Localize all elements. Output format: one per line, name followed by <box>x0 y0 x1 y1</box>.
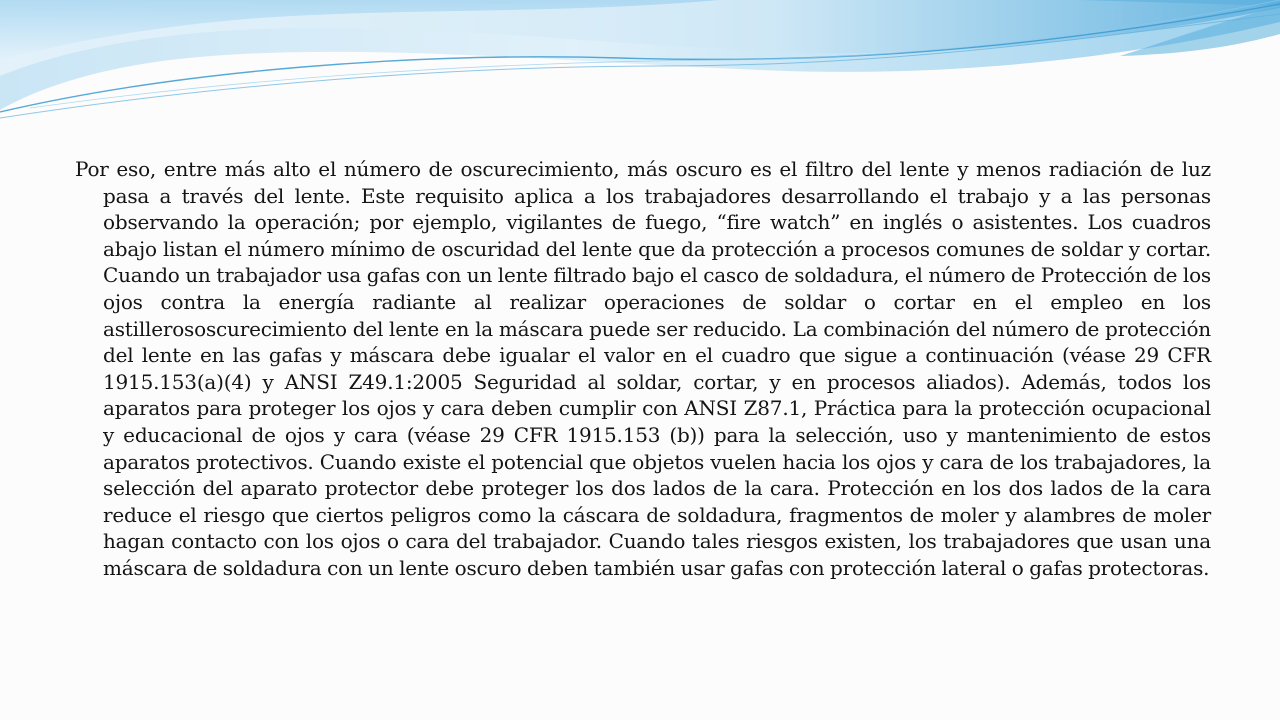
header-wave-decoration <box>0 0 1280 130</box>
body-paragraph: Por eso, entre más alto el número de oscurecimiento, más oscuro es el filtro del lente y menos radiación de luz pasa a través del lente. Este requisito aplica a los trabajadores desarrollando el trabajo y a las personas observando la operación; por ejemplo, vigilantes de fuego, “fire watch” en inglés o asistentes. Los cuadros abajo listan el número mínimo de oscuridad del lente que da protección a procesos comunes de soldar y cortar. Cuando un trabajador usa gafas con un lente filtrado bajo el casco de soldadura, el número de Protección de los ojos contra la energía radiante al realizar operaciones de soldar o cortar en el empleo en los astillerososcurecimiento del lente en la máscara puede ser reducido. La combinación del número de protección del lente en las gafas y máscara debe igualar el valor en el cuadro que sigue a continuación (véase 29 CFR 1915.153(a)(4) y ANSI Z49.1:2005 Seguridad al soldar, cortar, y en procesos aliados). Además, todos los aparatos para proteger los ojos y cara deben cumplir con ANSI Z87.1, Práctica para la protección ocupacional y educacional de ojos y cara (véase 29 CFR 1915.153 (b)) para la selección, uso y mantenimiento de estos aparatos protectivos. Cuando existe el potencial que objetos vuelen hacia los ojos y cara de los trabajadores, la selección del aparato protector debe proteger los dos lados de la cara. Protección en los dos lados de la cara reduce el riesgo que ciertos peligros como la cáscara de soldadura, fragmentos de moler y alambres de moler hagan contacto con los ojos o cara del trabajador. Cuando tales riesgos existen, los trabajadores que usan una máscara de soldadura con un lente oscuro deben también usar gafas con protección lateral o gafas protectoras. <box>75 157 1211 580</box>
